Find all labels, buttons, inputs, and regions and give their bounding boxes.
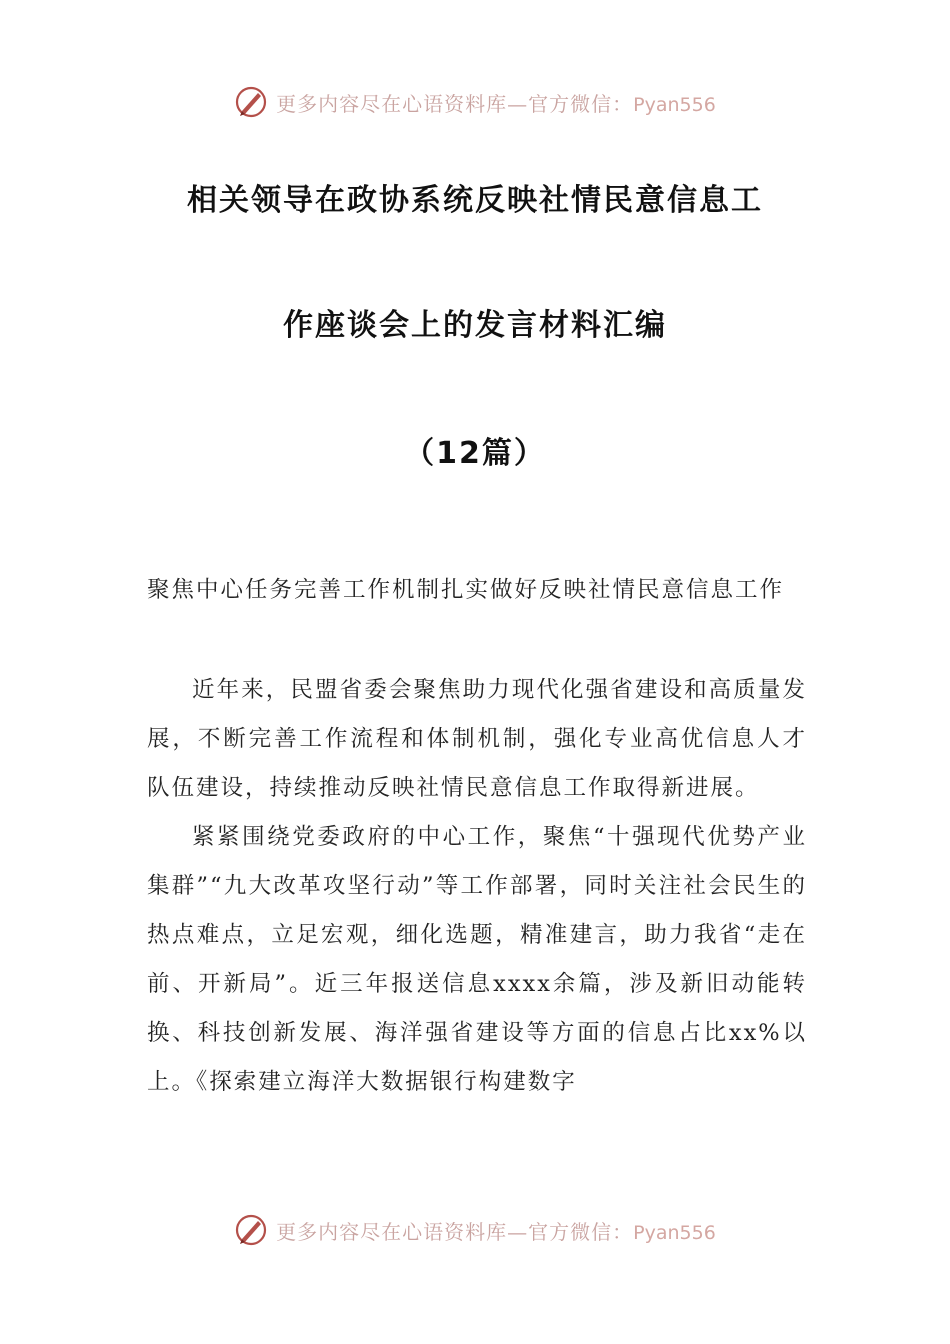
document-title-count: （12篇） — [404, 436, 546, 471]
watermark-text: 更多内容尽在心语资料库—官方微信：Pyan556 — [276, 91, 716, 116]
footer-watermark — [0, 1210, 950, 1250]
pen-circle-logo-icon — [234, 1213, 268, 1247]
paragraph-2: 紧紧围绕党委政府的中心工作，聚焦“十强现代优势产业集群”“九大改革攻坚行动”等工作部署，同时关注社会民生的热点难点，立足宏观，细化选题，精准建言，助力我省“走在前、开新局”。近三年报送信息xxxx余篇，涉及新旧动能转换、科技创新发展、海洋强省建设等方面的信息占比xx%以上。《探索建立海洋大数据银行构建数字 — [147, 824, 807, 1095]
pen-circle-logo-icon — [234, 85, 268, 119]
document-title-line-1: 相关领导在政协系统反映社情民意信息工 — [187, 183, 763, 218]
header-watermark — [0, 82, 950, 122]
section-heading: 聚焦中心任务完善工作机制扎实做好反映社情民意信息工作 — [147, 577, 785, 603]
document-title-line-2: 作座谈会上的发言材料汇编 — [283, 308, 667, 343]
watermark-text: 更多内容尽在心语资料库—官方微信：Pyan556 — [276, 1219, 716, 1244]
paragraph-1: 近年来，民盟省委会聚焦助力现代化强省建设和高质量发展，不断完善工作流程和体制机制，强化专业高优信息人才队伍建设，持续推动反映社情民意信息工作取得新进展。 — [147, 677, 807, 801]
body-text — [147, 666, 807, 1107]
